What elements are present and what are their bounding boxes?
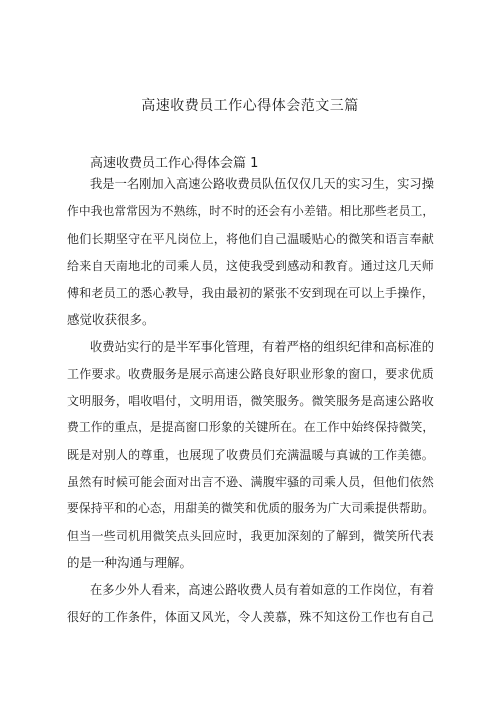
paragraph-line: 傅和老员工的悉心教导，我由最初的紧张不安到现在可以上手操作， [67,286,435,300]
paragraph-line: 在多少外人看来，高速公路收费人员有着如意的工作岗位，有着 [90,583,434,597]
paragraph-line: 作中我也常常因为不熟练，时不时的还会有小差错。相比那些老员工， [67,204,435,218]
paragraph-line: 要保持平和的心态，用甜美的微笑和优质的服务为广大司乘提供帮助。 [67,501,435,515]
paragraph-line: 既是对别人的尊重，也展现了收费员们充满温暖与真诚的工作美德。 [67,448,435,462]
paragraph-line: 收费站实行的是半军事化管理，有着严格的组织纪律和高标准的 [90,340,434,354]
paragraph-line: 我是一名刚加入高速公路收费员队伍仅仅几天的实习生，实习操 [90,177,434,191]
paragraph-line: 感觉收获很多。 [67,312,155,327]
paragraph-line: 的是一种沟通与理解。 [67,555,193,570]
section-heading: 高速收费员工作心得体会篇 1 [90,156,259,171]
document-title: 高速收费员工作心得体会范文三篇 [141,98,359,114]
paragraph-line: 工作要求。收费服务是展示高速公路良好职业形象的窗口，要求优质 [67,367,435,381]
paragraph-line: 文明服务，唱收唱付，文明用语，微笑服务。微笑服务是高速公路收 [67,394,435,408]
paragraph-line: 费工作的重点，是提高窗口形象的关键所在。在工作中始终保持微笑， [67,420,435,434]
paragraph-line: 但当一些司机用微笑点头回应时，我更加深刻的了解到，微笑所代表 [67,529,435,543]
paragraph-line: 给来自天南地北的司乘人员，这使我受到感动和教育。通过这几天师 [67,259,435,273]
paragraph-line: 他们长期坚守在平凡岗位上，将他们自己温暖贴心的微笑和语言奉献 [67,232,435,246]
paragraph-line: 虽然有时候可能会面对出言不逊、满腹牢骚的司乘人员，但他们依然 [67,475,435,489]
paragraph-line: 很好的工作条件，体面又风光，令人羡慕，殊不知这份工作也有自己 [67,610,435,624]
